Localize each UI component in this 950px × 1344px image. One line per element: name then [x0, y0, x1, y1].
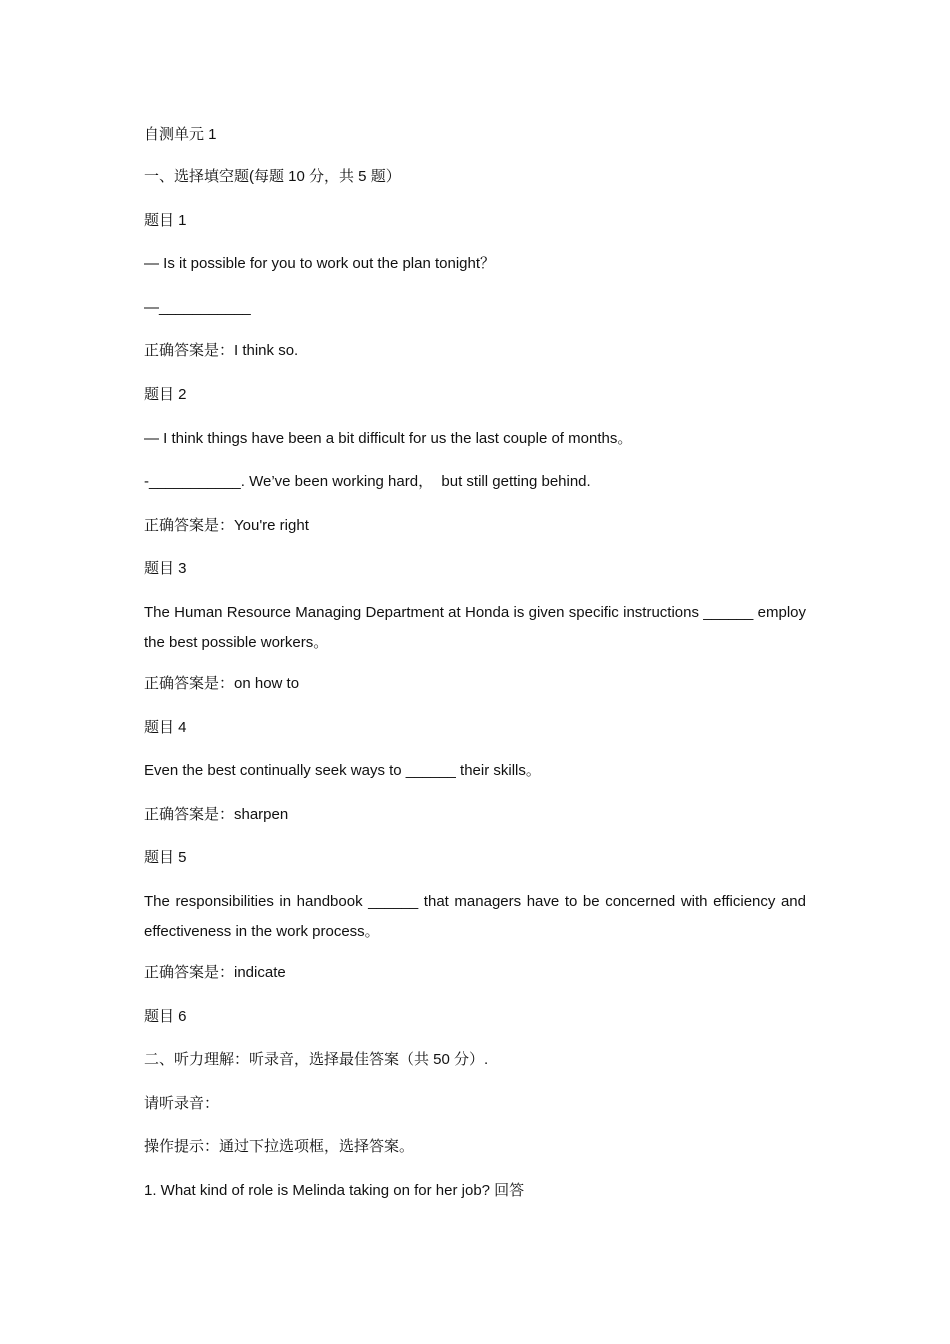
- question-label-4: 题目 4: [144, 718, 187, 736]
- question-text-4: Even the best continually seek ways to ______ their skills。: [144, 762, 541, 780]
- document-title: 自测单元 1: [144, 126, 217, 143]
- question-text-5: The responsibilities in handbook ______ that managers have to be concerned with efficiency and effectiveness in the work process。: [144, 892, 811, 940]
- question-blank-1: —___________: [144, 298, 251, 316]
- operation-hint: 操作提示：通过下拉选项框，选择答案。: [144, 1138, 415, 1156]
- listening-question-1: 1. What kind of role is Melinda taking on for her job? 回答: [144, 1181, 525, 1199]
- question-blank-2: -___________. We’ve been working hard， but still getting behind.: [144, 473, 591, 491]
- answer-5: 正确答案是：indicate: [144, 963, 286, 981]
- question-label-5: 题目 5: [144, 849, 187, 867]
- question-label-2: 题目 2: [144, 385, 187, 403]
- question-label-3: 题目 3: [144, 560, 187, 578]
- question-text-2: — I think things have been a bit difficult for us the last couple of months。: [144, 429, 633, 447]
- document-page: [144, 124, 811, 1223]
- question-text-1: — Is it possible for you to work out the plan tonight？: [144, 255, 496, 273]
- question-text-3: The Human Resource Managing Department at Honda is given specific instructions ______ employ the best possible workers。: [144, 603, 811, 651]
- answer-3: 正确答案是：on how to: [144, 674, 300, 692]
- answer-1: 正确答案是：I think so.: [144, 342, 299, 360]
- section-heading-2: 二、听力理解：听录音，选择最佳答案（共 50 分）.: [144, 1051, 489, 1069]
- answer-2: 正确答案是：You're right: [144, 516, 309, 534]
- section-heading-1: 一、选择填空题(每题 10 分，共 5 题）: [144, 168, 401, 185]
- answer-4: 正确答案是：sharpen: [144, 805, 289, 823]
- question-label-1: 题目 1: [144, 211, 187, 229]
- question-label-6: 题目 6: [144, 1007, 187, 1025]
- listen-prompt: 请听录音：: [144, 1094, 220, 1112]
